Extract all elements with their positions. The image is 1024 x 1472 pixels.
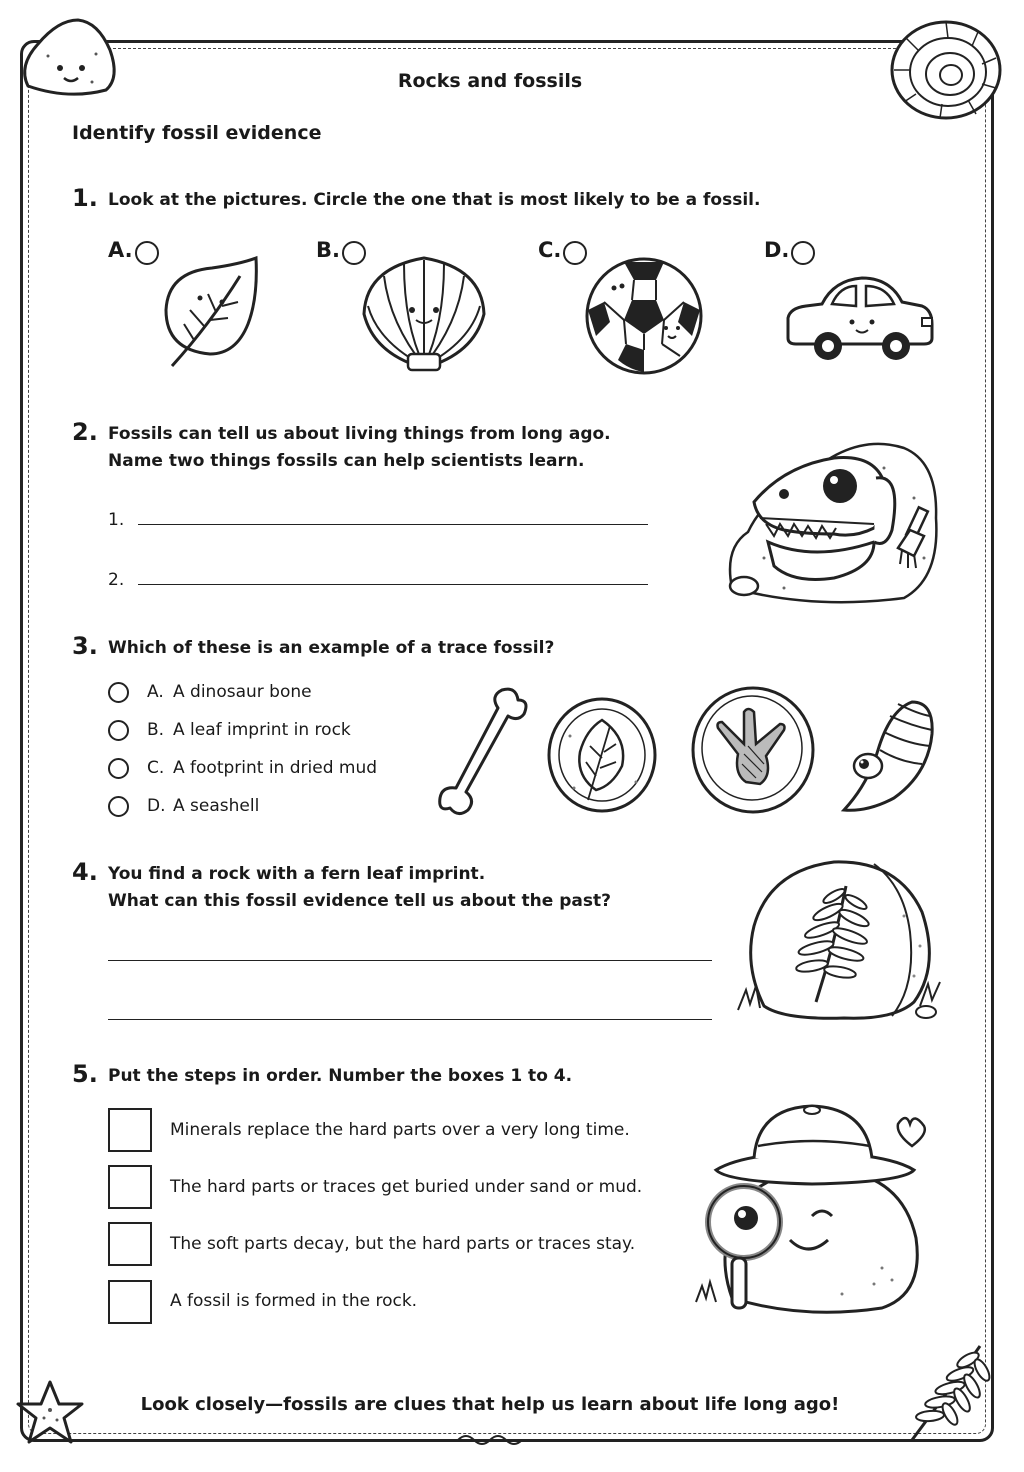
- q1-option-c[interactable]: [538, 238, 587, 265]
- leaf-icon: [160, 254, 260, 370]
- question-3-text: Which of these is an example of a trace fossil?: [108, 638, 555, 658]
- q3-choice-c-text: A footprint in dried mud: [173, 758, 378, 778]
- question-2-line-2: Name two things fossils can help scientists learn.: [108, 451, 585, 471]
- fern-fossil-rock-icon: [734, 856, 944, 1022]
- spiral-seashell-icon: [838, 694, 936, 816]
- q2-answer-1-label: 1.: [108, 510, 125, 530]
- soccer-ball-icon: [584, 256, 706, 374]
- q5-step-3-box[interactable]: [108, 1222, 152, 1266]
- question-1-text: Look at the pictures. Circle the one that is most likely to be a fossil.: [108, 190, 761, 210]
- q5-step-3-text: The soft parts decay, but the hard parts or traces stay.: [170, 1234, 636, 1254]
- dinosaur-skull-icon: [724, 438, 944, 606]
- q1-option-d[interactable]: [764, 238, 815, 265]
- question-5-text: Put the steps in order. Number the boxes 1 to 4.: [108, 1066, 573, 1086]
- q5-step-1-text: Minerals replace the hard parts over a very long time.: [170, 1120, 630, 1140]
- question-4-number: 4.: [72, 858, 98, 886]
- worksheet-subtitle: Identify fossil evidence: [72, 122, 322, 144]
- question-5-number: 5.: [72, 1060, 98, 1088]
- q3-choice-b-text: A leaf imprint in rock: [173, 720, 351, 740]
- q1-option-d-circle[interactable]: [791, 241, 815, 265]
- bone-doodle-icon: [452, 1430, 532, 1450]
- footprint-rock-icon: [690, 684, 816, 818]
- q3-choice-c-radio[interactable]: [108, 758, 129, 779]
- q1-option-b[interactable]: [316, 238, 366, 265]
- worksheet-title: Rocks and fossils: [397, 70, 583, 92]
- q1-option-d-letter: D.: [764, 238, 790, 262]
- q3-choice-d-radio[interactable]: [108, 796, 129, 817]
- q4-answer-line-2[interactable]: [108, 1019, 712, 1020]
- worksheet-footer: Look closely—fossils are clues that help us learn about life long ago!: [140, 1394, 840, 1415]
- q1-option-a[interactable]: [108, 238, 159, 265]
- q5-step-1-box[interactable]: [108, 1108, 152, 1152]
- q5-step-4-text: A fossil is formed in the rock.: [170, 1291, 418, 1311]
- q2-answer-2-label: 2.: [108, 570, 125, 590]
- q3-choice-a-letter: A.: [147, 682, 164, 702]
- q5-step-4-box[interactable]: [108, 1280, 152, 1324]
- dinosaur-bone-icon: [436, 686, 528, 820]
- q2-answer-1-line[interactable]: [138, 524, 648, 525]
- question-2-line-1: Fossils can tell us about living things from long ago.: [108, 424, 611, 444]
- seashell-icon: [360, 254, 488, 374]
- q3-choice-a-text: A dinosaur bone: [173, 682, 312, 702]
- q3-choice-d-letter: D.: [147, 796, 166, 816]
- q4-answer-line-1[interactable]: [108, 960, 712, 961]
- q1-option-a-circle[interactable]: [135, 241, 159, 265]
- q5-step-2-text: The hard parts or traces get buried under sand or mud.: [170, 1177, 643, 1197]
- toy-car-icon: [782, 272, 936, 366]
- q1-option-a-letter: A.: [108, 238, 133, 262]
- q3-choice-d-text: A seashell: [173, 796, 260, 816]
- question-4-line-1: You find a rock with a fern leaf imprint.: [108, 864, 486, 884]
- question-1-number: 1.: [72, 184, 98, 212]
- explorer-rock-icon: [692, 1098, 948, 1318]
- q5-step-2-box[interactable]: [108, 1165, 152, 1209]
- q1-option-c-letter: C.: [538, 238, 562, 262]
- leaf-imprint-rock-icon: [546, 696, 658, 814]
- fern-leaf-corner-icon: [902, 1340, 988, 1444]
- q1-option-b-letter: B.: [316, 238, 340, 262]
- q3-choice-b-radio[interactable]: [108, 720, 129, 741]
- q3-choice-a-radio[interactable]: [108, 682, 129, 703]
- question-2-number: 2.: [72, 418, 98, 446]
- q3-choice-b-letter: B.: [147, 720, 165, 740]
- question-3-number: 3.: [72, 632, 98, 660]
- q2-answer-2-line[interactable]: [138, 584, 648, 585]
- question-4-line-2: What can this fossil evidence tell us about the past?: [108, 891, 611, 911]
- q3-choice-c-letter: C.: [147, 758, 165, 778]
